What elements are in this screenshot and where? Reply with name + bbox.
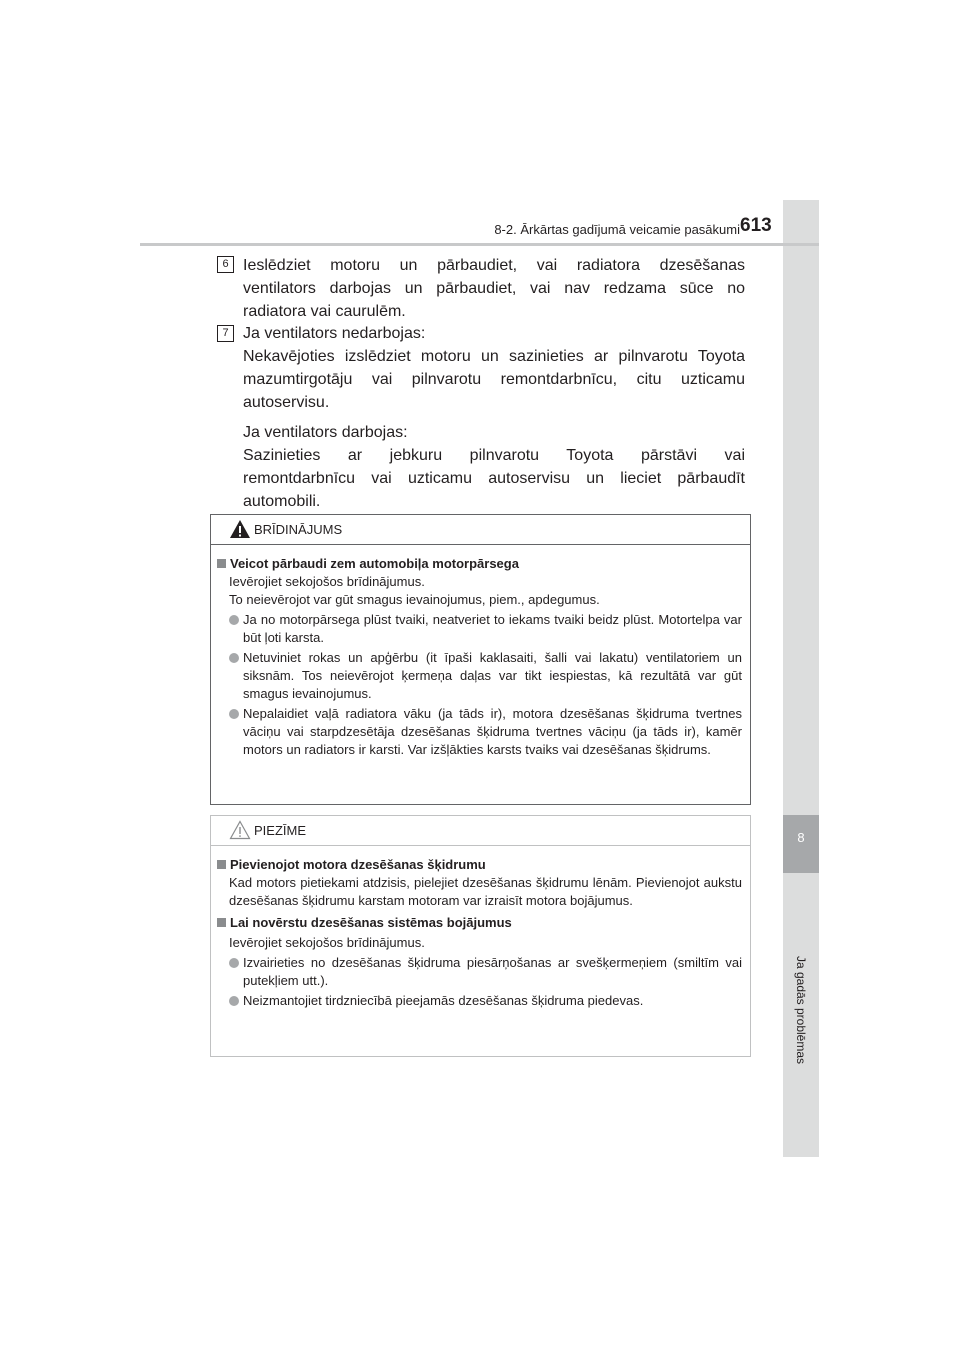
note-title: PIEZĪME [254, 823, 307, 838]
circle-bullet-icon [229, 709, 239, 719]
step-7-line: Nekavējoties izslēdziet motoru un sazinieties ar pilnvarotu Toyota [243, 348, 745, 365]
circle-bullet-icon [229, 615, 239, 625]
warning-bullet: Netuviniet rokas un apģērbu (it īpaši kaklasaiti, šalli vai lakatu) ventilatoriem un siksnām. Tos neievērojot ķermeņa daļas var tikt iespiestas, kā rezultātā var gūt smagus ievainojumus. [229, 649, 742, 703]
circle-bullet-icon [229, 958, 239, 968]
step-6-line: radiatora vai caurulēm. [243, 303, 406, 320]
step-7-line: mazumtirgotāju vai pilnvarotu remontdarbnīcu, citu uzticamu [243, 371, 745, 388]
warning-body [211, 545, 750, 759]
note-section-title: Pievienojot motora dzesēšanas šķidrumu [217, 856, 742, 874]
step-number-7: 7 [217, 325, 234, 342]
chapter-label: Ja gadās problēmas [794, 955, 808, 1065]
warning-bullet: Ja no motorpārsega plūst tvaiki, neatveriet to iekams tvaiki beidz plūst. Motortelpa var būt ļoti karsta. [229, 611, 742, 647]
warning-section-title: Veicot pārbaudi zem automobiļa motorpārsega [217, 555, 742, 573]
note-section-title: Lai novērstu dzesēšanas sistēmas bojājumus [217, 914, 742, 932]
step-6-text [243, 254, 745, 323]
circle-bullet-icon [229, 653, 239, 663]
warning-intro-line: Ievērojiet sekojošos brīdinājumus. [229, 574, 425, 589]
note-section-intro: Ievērojiet sekojošos brīdinājumus. [229, 935, 425, 950]
square-bullet-icon [217, 918, 226, 927]
step-6-line: ventilators darbojas un pārbaudiet, vai nav redzama sūce no [243, 280, 745, 297]
chapter-number: 8 [797, 830, 805, 845]
section-heading: 8-2. Ārkārtas gadījumā veicamie pasākumi [494, 222, 740, 237]
step-7-line: Sazinieties ar jebkuru pilnvarotu Toyota pārstāvi vai [243, 447, 745, 464]
warning-intro-line: To neievērojot var gūt smagus ievainojumus, piem., apdegumus. [229, 592, 600, 607]
note-bullet: Izvairieties no dzesēšanas šķidruma piesārņošanas ar svešķermeņiem (smiltīm vai putekļiem utt.). [229, 954, 742, 990]
circle-bullet-icon [229, 996, 239, 1006]
warning-title: BRĪDINĀJUMS [254, 522, 343, 537]
step-7-condition-1: Ja ventilators nedarbojas: [243, 325, 426, 342]
header-divider [140, 243, 819, 246]
warning-triangle-icon [229, 519, 251, 539]
square-bullet-icon [217, 559, 226, 568]
warning-bullet: Nepalaidiet vaļā radiatora vāku (ja tāds ir), motora dzesēšanas šķidruma tvertnes vāciņu vai starpdzesētāja dzesēšanas šķidruma tvertnes vāciņu (ja tāds ir), kamēr motors un radiators ir karsti. Var izšļākties karsts tvaiks vai dzesēšanas šķidrums. [229, 705, 742, 759]
step-7-line: automobili. [243, 493, 321, 510]
note-body [211, 846, 750, 1010]
step-7-line: remontdarbnīcu vai uzticamu autoservisu un lieciet pārbaudīt [243, 470, 745, 487]
note-box [210, 815, 751, 1057]
step-7-text [243, 322, 745, 513]
note-section-text: Kad motors pietiekami atdzisis, pielejiet dzesēšanas šķidrumu lēnām. Pievienojot aukstu dzesēšanas šķidrumu karstam motoram var izraisīt motora bojājumus. [229, 875, 742, 908]
square-bullet-icon [217, 860, 226, 869]
step-number-6: 6 [217, 256, 234, 273]
page-number: 613 [740, 215, 772, 236]
step-6-line: Ieslēdziet motoru un pārbaudiet, vai radiatora dzesēšanas [243, 257, 745, 274]
step-7-condition-2: Ja ventilators darbojas: [243, 424, 408, 441]
warning-header [211, 515, 750, 545]
step-7-line: autoservisu. [243, 394, 330, 411]
note-bullet: Neizmantojiet tirdzniecībā pieejamās dzesēšanas šķidruma piedevas. [229, 992, 742, 1010]
warning-box [210, 514, 751, 805]
caution-outline-icon [229, 820, 251, 840]
note-header [211, 816, 750, 846]
